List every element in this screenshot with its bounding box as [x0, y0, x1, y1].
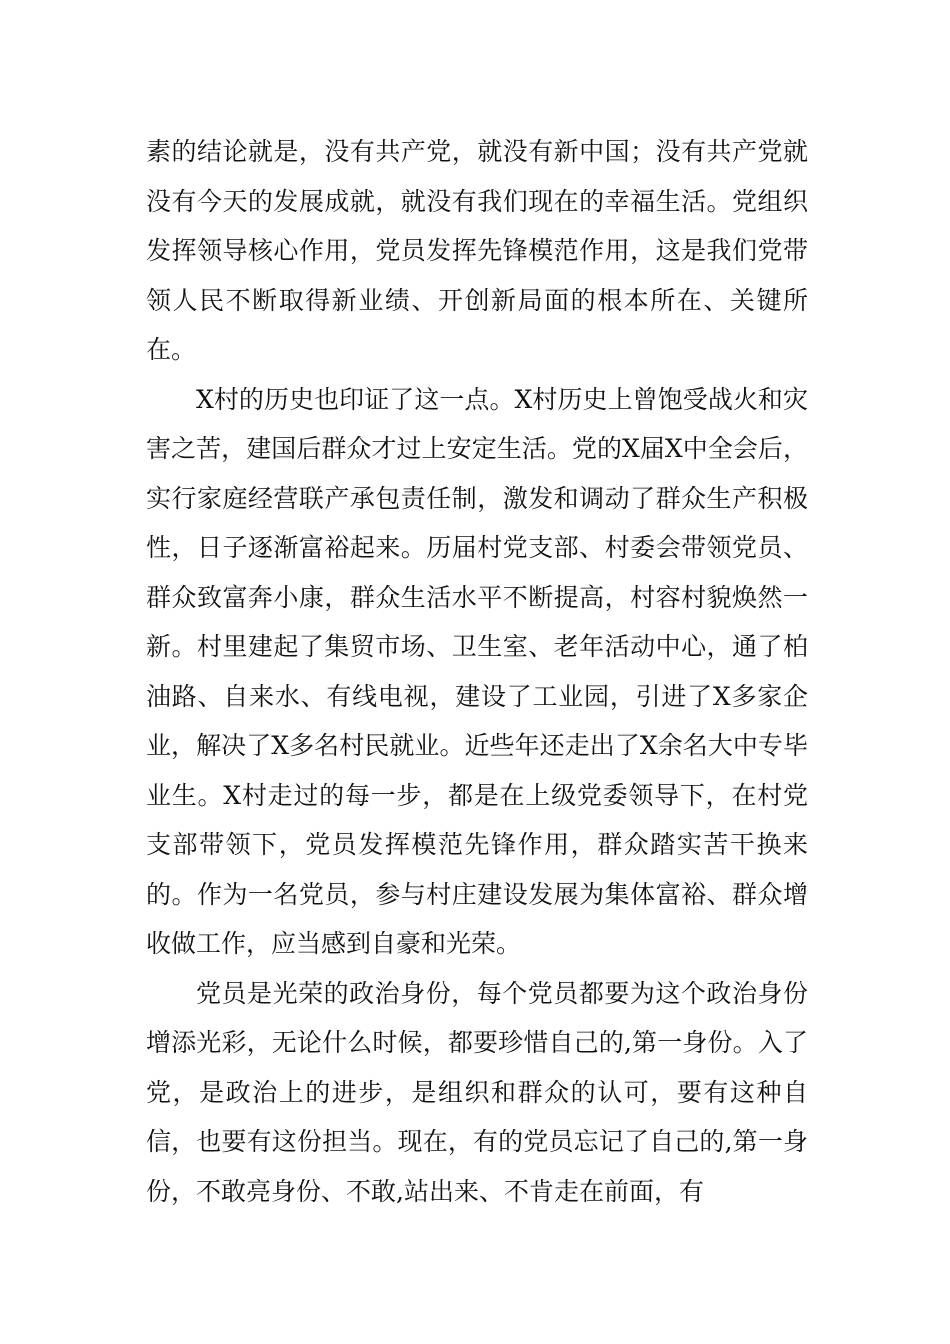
- paragraph-1: 素的结论就是，没有共产党，就没有新中国；没有共产党就没有今天的发展成就，就没有我们现在的幸福生活。党组织发挥领导核心作用，党员发挥先锋模范作用，这是我们党带领人民不断取得新业绩、开创新局面的根本所在、关键所在。: [146, 137, 808, 364]
- paragraph-2: X村的历史也印证了这一点。X村历史上曾饱受战火和灾害之苦，建国后群众才过上安定生活。党的X届X中全会后，实行家庭经营联产承包责任制，激发和调动了群众生产积极性，日子逐渐富裕起来。历届村党支部、村委会带领党员、群众致富奔小康，群众生活水平不断提高，村容村貌焕然一新。村里建起了集贸市场、卫生室、老年活动中心，通了柏油路、自来水、有线电视，建设了工业园，引进了X多家企业，解决了X多名村民就业。近些年还走出了X余名大中专毕业生。X村走过的每一步，都是在上级党委领导下，在村党支部带领下，党员发挥模范先锋作用，群众踏实苦干换来的。作为一名党员，参与村庄建设发展为集体富裕、群众增收做工作，应当感到自豪和光荣。: [146, 384, 808, 958]
- paragraph-3: 党员是光荣的政治身份，每个党员都要为这个政治身份增添光彩，无论什么时候，都要珍惜自己的,第一身份。入了党，是政治上的进步，是组织和群众的认可，要有这种自信，也要有这份担当。现在，有的党员忘记了自己的,第一身份，不敢亮身份、不敢,站出来、不肯走在前面，有: [146, 978, 808, 1206]
- document-body: [146, 127, 808, 1216]
